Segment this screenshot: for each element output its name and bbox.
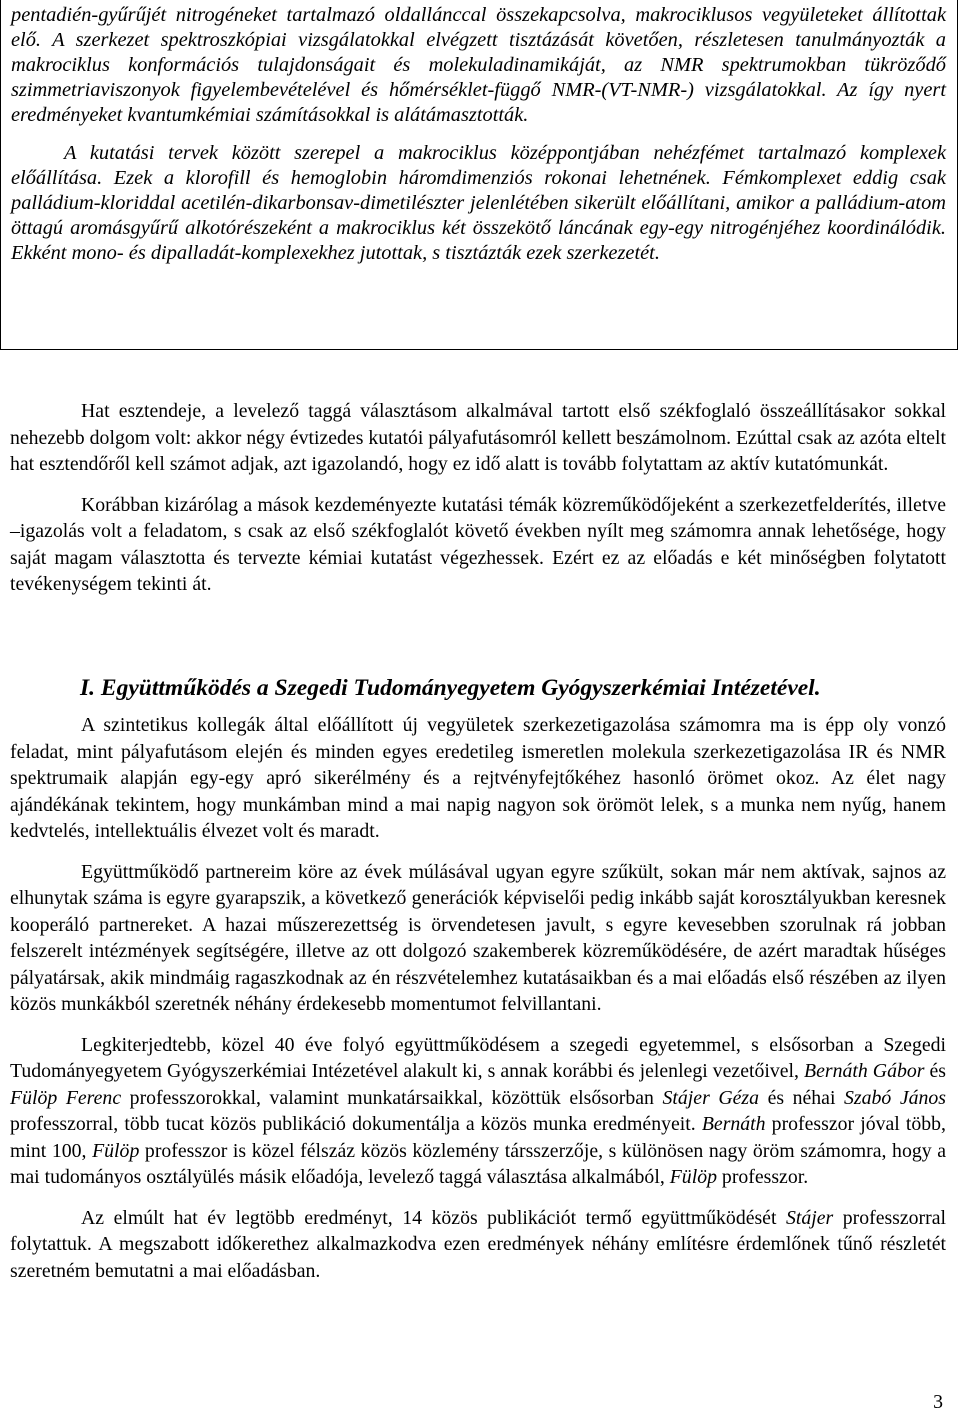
section-1-body bbox=[10, 712, 946, 1284]
person-name: Stájer Géza bbox=[662, 1086, 759, 1109]
section-1-paragraph-1: A szintetikus kollegák által előállított új vegyületek szerkezetigazolása számomra ma is épp oly vonzó feladat, mint pályafutásom elején és minden egyes eredetileg ismeretlen molekula szerkezetigazolása IR és NMR spektrumaik alapján egy-egy apró sikerélmény és a rejtvényfejtőkéhez hasonló örömet okoz. Az élet nagy ajándékának tekintem, hogy munkámban mind a mai napig nagyon sok örömöt lelek, s a munka nem nyűg, hanem kedvtelés, intellektuális élvezet volt és maradt. bbox=[10, 714, 946, 842]
person-name: Fülöp bbox=[92, 1139, 140, 1162]
person-name: Stájer bbox=[785, 1206, 834, 1229]
text-run: professzorral, több tucat közös publikáció dokumentálja a közös munka eredményeit. bbox=[10, 1113, 702, 1135]
text-run: és bbox=[924, 1060, 946, 1082]
person-name: Szabó János bbox=[844, 1086, 946, 1109]
section-heading: I. Együttműködés a Szegedi Tudományegyetem Gyógyszerkémiai Intézetével. bbox=[80, 675, 821, 701]
boxed-paragraph-1: pentadién-gyűrűjét nitrogéneket tartalmazó oldallánccal összekapcsolva, makrociklusos vegyületeket állítottak elő. A szerkezet spektroszkópiai vizsgálatokkal elvégzett tisztázását követően, részletesen tanulmányozták a makrociklus konformációs tulajdonságait és molekuladinamikáját, az NMR spektrumokban tükröződő szimmetriaviszonyok figyelembevételével és hőmérséklet-függő NMR-(VT-NMR-) vizsgálatokkal. Az így nyert eredményeket kvantumkémiai számításokkal is alátámasztották. bbox=[11, 4, 946, 126]
section-1-paragraph-4 bbox=[10, 1205, 946, 1285]
text-run: professzorral folytattuk. A megszabott időkerethez alkalmazkodva ezen eredmények néhány említésre érdemlőnek tűnő részletét szeretném bemutatni a mai előadásban. bbox=[10, 1206, 946, 1282]
intro-paragraph-1: Hat esztendeje, a levelező taggá választásom alkalmával tartott első székfoglaló összeállításakor sokkal nehezebb dolgom volt: akkor négy évtizedes kutatói pályafutásomról kellett beszámolnom. Ezúttal csak az azóta eltelt hat esztendőről kell számot adjak, azt igazolandó, hogy ez idő alatt is tovább folytattam az aktív kutatómunkát. bbox=[10, 400, 946, 475]
person-name: Bernáth Gábor bbox=[804, 1060, 925, 1082]
boxed-summary-frame bbox=[0, 0, 958, 350]
person-name: Fülöp bbox=[669, 1166, 717, 1188]
text-run: Legkiterjedtebb, közel 40 éve folyó együttműködésem a szegedi egyetemmel, s elsősorban a Szegedi Tudományegyetem Gyógyszerkémiai Intézetével alakult ki, s annak korábbi és jelenlegi vezetőivel, bbox=[10, 1033, 946, 1082]
section-1-paragraph-2: Együttműködő partnereim köre az évek múlásával ugyan egyre szűkült, sokan már nem aktívak, sajnos az elhunytak száma is egyre gyarapszik, a következő generációk képviselői pedig inkább saját korosztályukban keresnek kooperáló partnereket. A hazai műszerezettség is örvendetesen javult, s egyre kevesebben szorulnak rá jobban felszerelt intézmények segítségére, illetve az ott dolgozó szakemberek közreműködésére, de azért maradtak hűséges pályatársak, akik mindmáig ragaszkodnak az én részvételemhez kutatásaikban és a mai előadás első részében az ilyen közös munkákból szeretnék néhány érdekesebb momentumot felvillantani. bbox=[10, 860, 946, 1015]
boxed-paragraph-2: A kutatási tervek között szerepel a makrociklus középpontjában nehézfémet tartalmazó komplexek előállítása. Ezek a klorofill és hemoglobin háromdimenziós rokonai lehetnének. Fémkomplexet eddig csak palládium-kloriddal acetilén-dikarbonsav-dimetilészter jelenlétében sikerült előállítani, amikor a palládium-atom öttagú aromásgyűrű alkotórészeként a makrociklus két összekötő láncának egy-egy nitrogénjéhez koordinálódik. Ekként mono- és dipalladát-komplexekhez jutottak, s tisztázták ezek szerkezetét. bbox=[11, 142, 946, 264]
text-run: Az elmúlt hat év legtöbb eredményt, 14 közös publikációt termő együttműködését bbox=[81, 1206, 786, 1229]
boxed-summary-text bbox=[11, 3, 946, 266]
intro-paragraph-2: Korábban kizárólag a mások kezdeményezte kutatási témák közreműködőjeként a szerkezetfelderítés, illetve –igazolás volt a feladatom, s csak az első székfoglalót követő években nyílt meg számomra annak lehetősége, hogy saját magam választotta és tervezte kémiai kutatást végezhessek. Ezért ez az előadás e két minőségben folytatott tevékenységem tekinti át. bbox=[10, 493, 946, 595]
text-run: professzor. bbox=[716, 1166, 809, 1188]
text-run: professzorokkal, valamint munkatársaikkal, közöttük elsősorban bbox=[121, 1086, 663, 1109]
intro-section bbox=[10, 398, 946, 598]
section-1-paragraph-3 bbox=[10, 1032, 946, 1191]
person-name: Bernáth bbox=[701, 1113, 766, 1135]
text-run: és néhai bbox=[759, 1086, 845, 1109]
person-name: Fülöp Ferenc bbox=[10, 1086, 122, 1109]
text-run: professzor is közel félszáz közös közlemény társszerzője, s különösen nagy öröm számomra, hogy a mai tudományos osztályülés másik előadója, levelező taggá választása alkalmából, bbox=[10, 1139, 946, 1188]
text-run: professzor jóval több, mint 100, bbox=[10, 1113, 946, 1162]
page-number: 3 bbox=[933, 1391, 943, 1413]
